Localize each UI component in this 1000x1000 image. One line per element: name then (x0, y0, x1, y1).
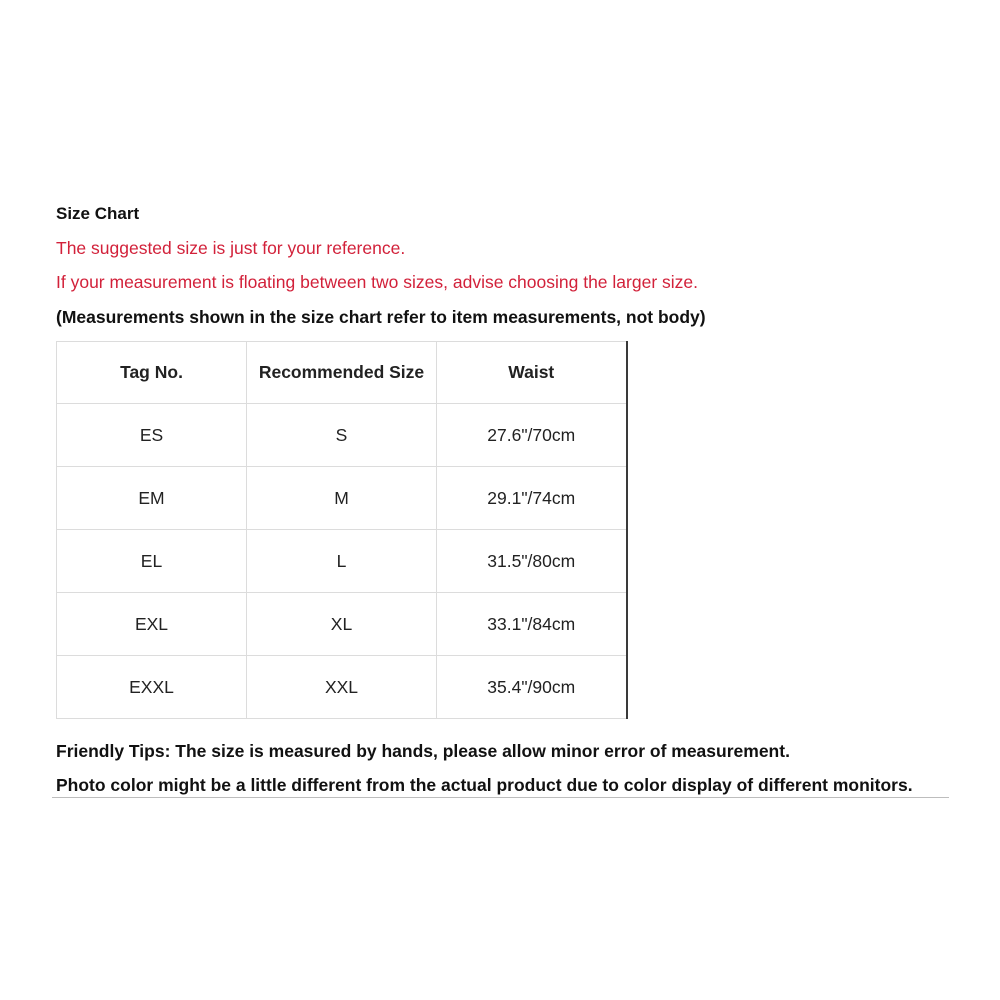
cell-recommended-size: S (247, 404, 437, 467)
cell-waist: 33.1"/84cm (437, 593, 627, 656)
header-recommended-size: Recommended Size (247, 342, 437, 404)
table-row (57, 530, 627, 593)
table-header-row (57, 342, 627, 404)
photo-color-tip: Photo color might be a little different from the actual product due to color display of different monitors. (56, 775, 913, 795)
cell-tag-no: EXL (57, 593, 247, 656)
cell-tag-no: EXXL (57, 656, 247, 719)
table-row (57, 593, 627, 656)
sizing-advice-note: If your measurement is floating between two sizes, advise choosing the larger size. (56, 272, 698, 292)
header-waist: Waist (437, 342, 627, 404)
cell-waist: 29.1"/74cm (437, 467, 627, 530)
friendly-tip: Friendly Tips: The size is measured by hands, please allow minor error of measurement. (56, 741, 790, 761)
cell-tag-no: EM (57, 467, 247, 530)
cell-recommended-size: L (247, 530, 437, 593)
cell-recommended-size: M (247, 467, 437, 530)
cell-waist: 27.6"/70cm (437, 404, 627, 467)
size-chart-title: Size Chart (56, 204, 140, 223)
cell-tag-no: ES (57, 404, 247, 467)
reference-note: The suggested size is just for your reference. (56, 238, 406, 258)
cell-recommended-size: XL (247, 593, 437, 656)
cell-tag-no: EL (57, 530, 247, 593)
table-row (57, 404, 627, 467)
divider (52, 797, 949, 798)
table-row (57, 467, 627, 530)
cell-recommended-size: XXL (247, 656, 437, 719)
measurement-disclaimer: (Measurements shown in the size chart refer to item measurements, not body) (56, 307, 706, 327)
cell-waist: 31.5"/80cm (437, 530, 627, 593)
cell-waist: 35.4"/90cm (437, 656, 627, 719)
header-tag-no: Tag No. (57, 342, 247, 404)
table-row (57, 656, 627, 719)
size-table (56, 341, 628, 719)
